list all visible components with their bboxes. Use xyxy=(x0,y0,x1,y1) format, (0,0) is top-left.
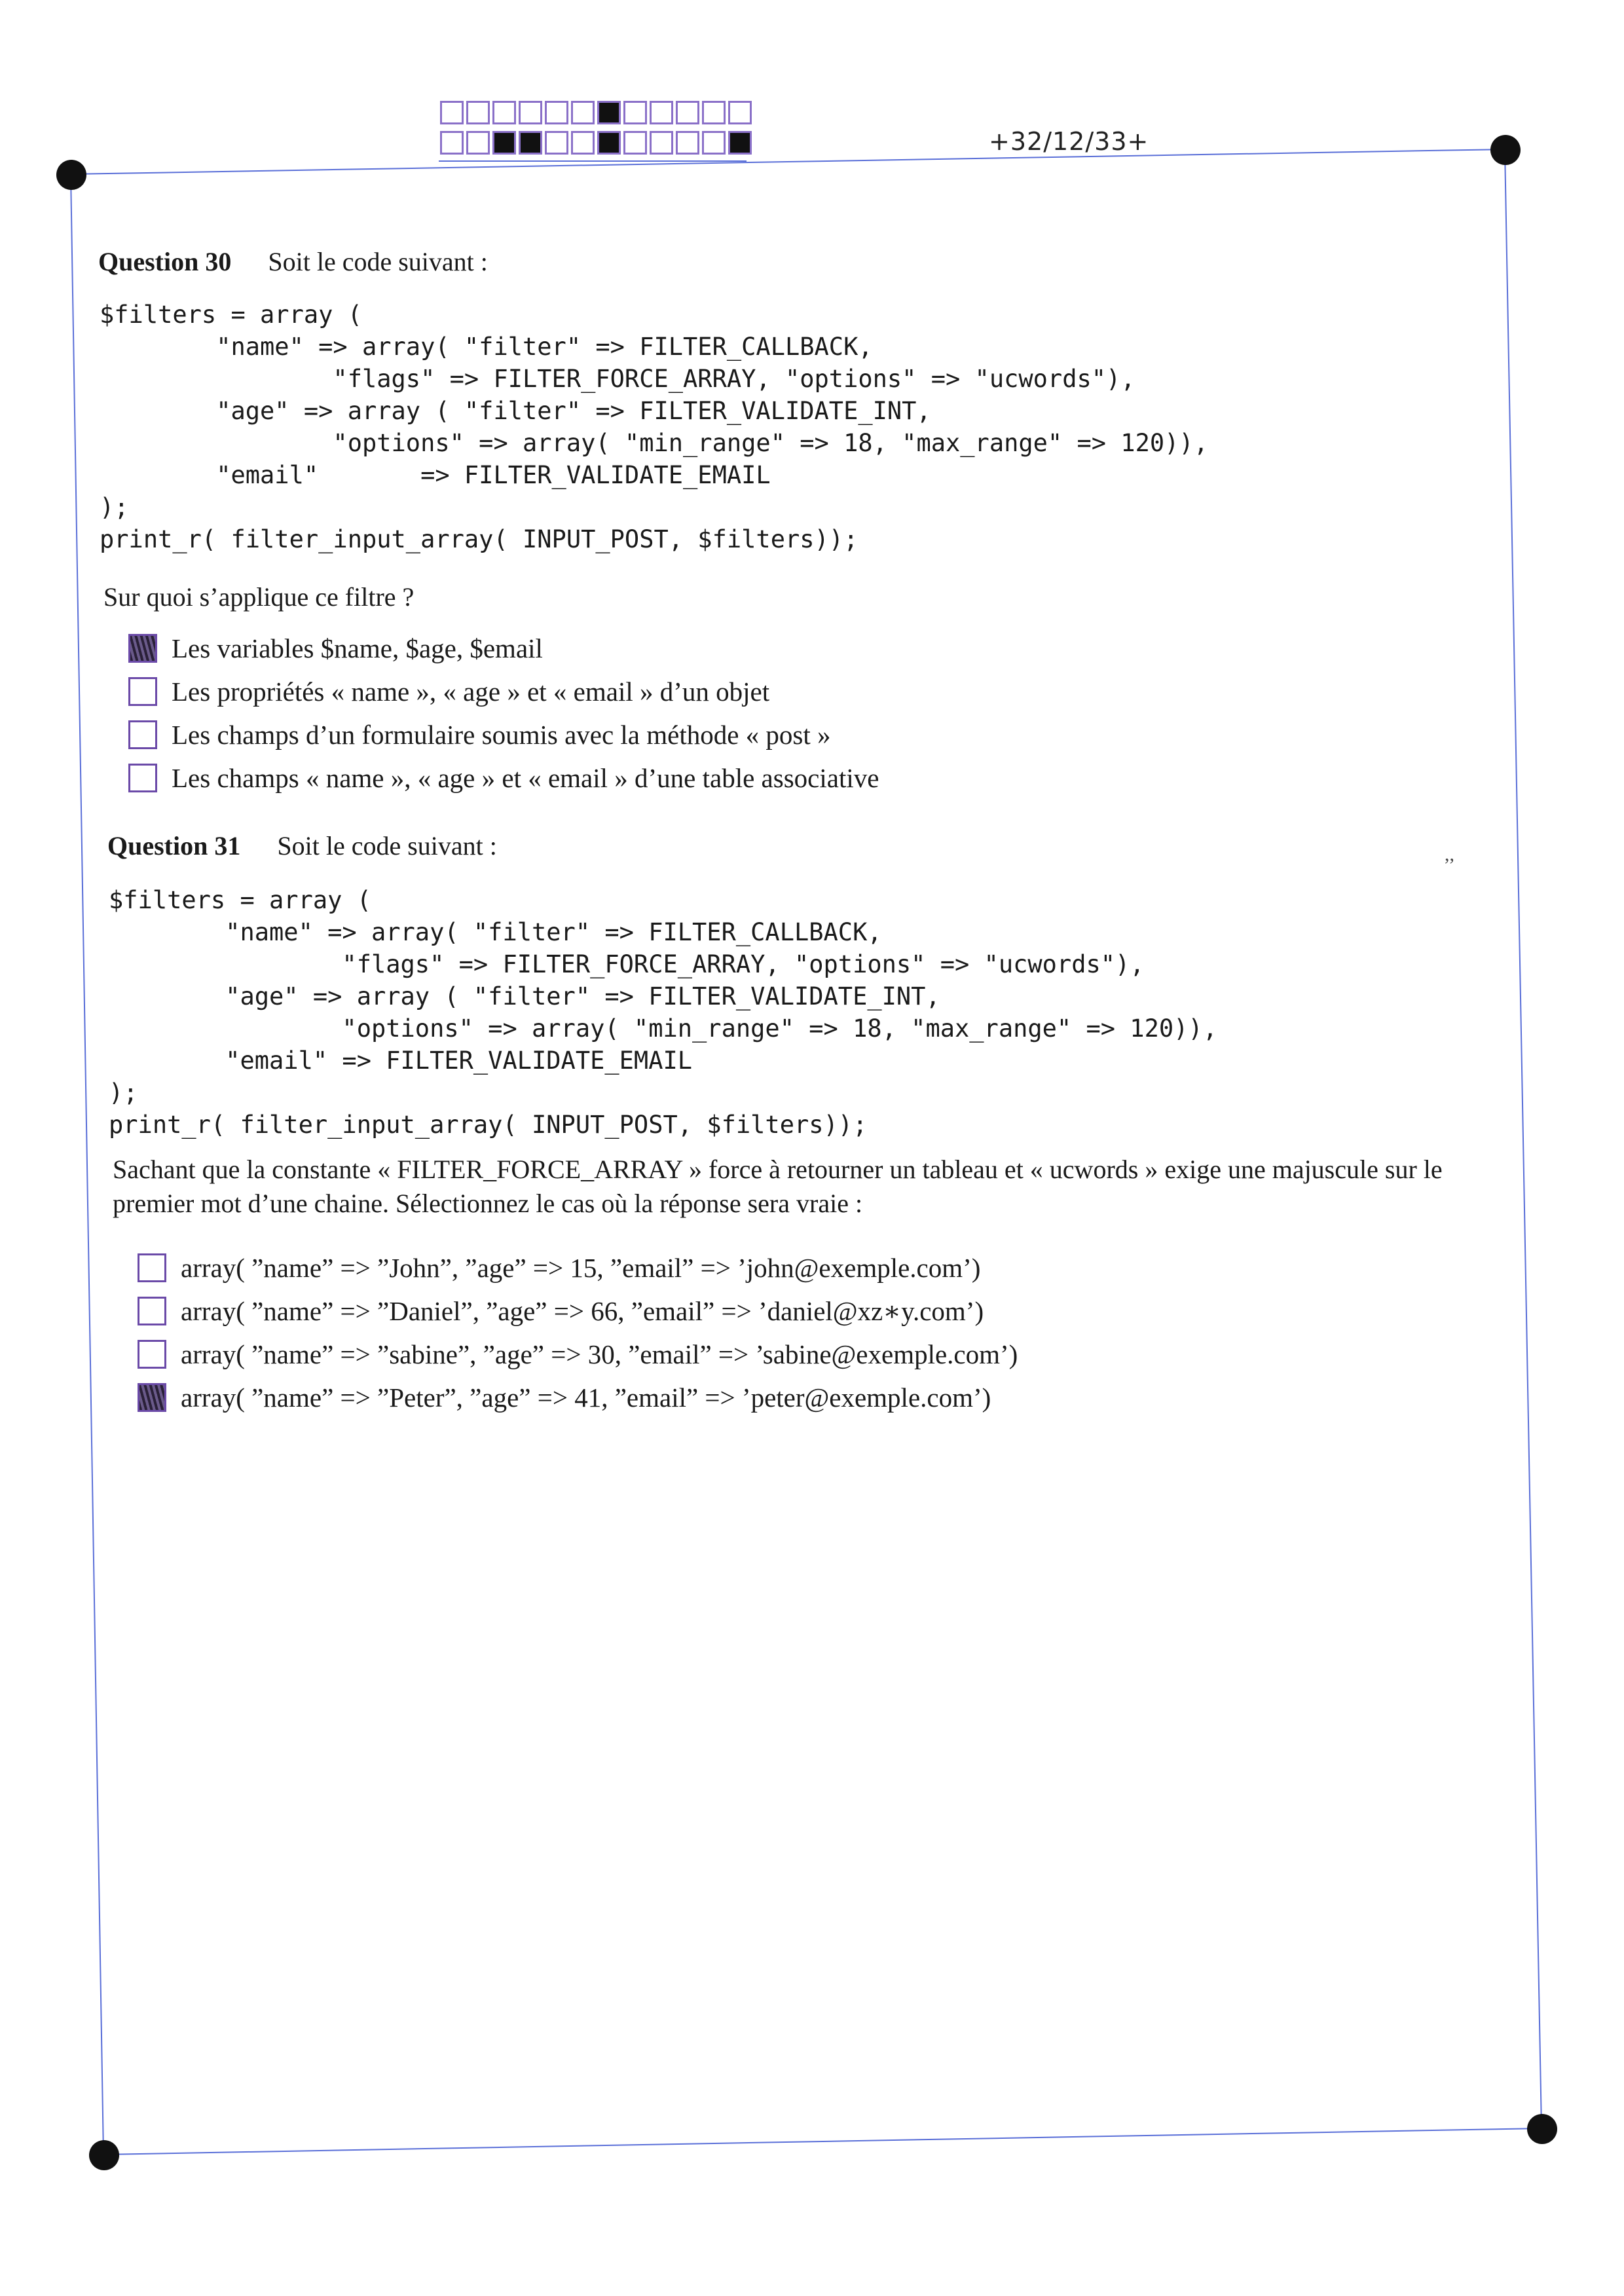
page-id: +32/12/33+ xyxy=(989,127,1149,156)
margin-mark: ,, xyxy=(1445,843,1454,865)
question-intro: Soit le code suivant : xyxy=(277,831,497,861)
id-cell-empty xyxy=(702,131,726,155)
id-cell-filled xyxy=(519,131,542,155)
id-cell-filled xyxy=(597,131,621,155)
question-label: Question 31 xyxy=(107,831,241,861)
corner-mark-top-right xyxy=(1490,135,1521,165)
q31-option-3[interactable] xyxy=(138,1339,1018,1370)
checkbox[interactable] xyxy=(128,677,157,706)
checkbox[interactable] xyxy=(138,1297,166,1325)
question-30-code: $filters = array ( "name" => array( "filter" => FILTER_CALLBACK, "flags" => FILTER_FORCE_ARRAY, "options" => "ucwords"), "age" => array ( "filter" => FILTER_VALIDATE_INT, "options" => array( "min_range" => 18, "max_range" => 120)), "email" => FILTER_VALIDATE_EMAIL ); print_r( filter_input_array( INPUT_POST, $filters)); xyxy=(100,301,1208,553)
id-cell-empty xyxy=(571,131,595,155)
id-code-row-1 xyxy=(440,101,754,124)
id-cell-empty xyxy=(650,101,673,124)
prompt-line-2: premier mot d’une chaine. Sélectionnez le cas où la réponse sera vraie : xyxy=(113,1189,863,1218)
option-text: array( ”name” => ”Daniel”, ”age” => 66, ”email” => ’daniel@xz∗y.com’) xyxy=(181,1296,984,1326)
question-31-code: $filters = array ( "name" => array( "filter" => FILTER_CALLBACK, "flags" => FILTER_FORCE_ARRAY, "options" => "ucwords"), "age" => array ( "filter" => FILTER_VALIDATE_INT, "options" => array( "min_range" => 18, "max_range" => 120)), "email" => FILTER_VALIDATE_EMAIL ); print_r( filter_input_array( INPUT_POST, $filters)); xyxy=(109,886,1217,1139)
id-cell-empty xyxy=(466,131,490,155)
id-cell-empty xyxy=(440,131,464,155)
id-cell-empty xyxy=(545,101,568,124)
q30-option-1[interactable] xyxy=(128,633,543,664)
id-cell-filled xyxy=(728,131,752,155)
corner-mark-top-left xyxy=(56,160,86,190)
option-text: Les champs « name », « age » et « email » d’une table associative xyxy=(172,763,879,793)
option-text: Les variables $name, $age, $email xyxy=(172,633,543,663)
corner-mark-bottom-right xyxy=(1527,2114,1557,2144)
checkbox[interactable] xyxy=(138,1340,166,1369)
option-text: Les propriétés « name », « age » et « email » d’un objet xyxy=(172,676,770,707)
q30-option-4[interactable] xyxy=(128,762,879,794)
id-cell-empty xyxy=(623,131,647,155)
id-cell-filled xyxy=(597,101,621,124)
id-cell-empty xyxy=(676,101,699,124)
id-cell-empty xyxy=(466,101,490,124)
question-31-prompt xyxy=(113,1153,1443,1221)
option-text: array( ”name” => ”Peter”, ”age” => 41, ”email” => ’peter@exemple.com’) xyxy=(181,1382,991,1413)
question-31-header xyxy=(107,830,497,861)
id-cell-empty xyxy=(492,101,516,124)
question-label: Question 30 xyxy=(98,247,232,276)
option-text: array( ”name” => ”sabine”, ”age” => 30, ”email” => ’sabine@exemple.com’) xyxy=(181,1339,1018,1369)
checkbox-checked[interactable] xyxy=(128,634,157,663)
id-cell-empty xyxy=(571,101,595,124)
id-cell-empty xyxy=(519,101,542,124)
q30-option-2[interactable] xyxy=(128,676,769,707)
question-intro: Soit le code suivant : xyxy=(268,247,488,276)
checkbox-checked[interactable] xyxy=(138,1383,166,1412)
question-30-header xyxy=(98,246,488,277)
option-text: array( ”name” => ”John”, ”age” => 15, ”email” => ’john@exemple.com’) xyxy=(181,1253,981,1283)
option-text: Les champs d’un formulaire soumis avec la méthode « post » xyxy=(172,720,831,750)
id-cell-empty xyxy=(440,101,464,124)
id-cell-empty xyxy=(728,101,752,124)
q31-option-2[interactable] xyxy=(138,1295,984,1327)
id-cell-empty xyxy=(702,101,726,124)
id-cell-empty xyxy=(623,101,647,124)
q31-option-1[interactable] xyxy=(138,1252,980,1284)
id-cell-empty xyxy=(650,131,673,155)
checkbox[interactable] xyxy=(128,720,157,749)
id-code-row-2 xyxy=(440,131,754,155)
q31-option-4[interactable] xyxy=(138,1382,991,1413)
q30-option-3[interactable] xyxy=(128,719,831,750)
checkbox[interactable] xyxy=(138,1253,166,1282)
corner-mark-bottom-left xyxy=(89,2140,119,2170)
question-30-prompt: Sur quoi s’applique ce filtre ? xyxy=(103,582,415,612)
checkbox[interactable] xyxy=(128,764,157,792)
id-cell-empty xyxy=(545,131,568,155)
id-cell-filled xyxy=(492,131,516,155)
id-cell-empty xyxy=(676,131,699,155)
prompt-line-1: Sachant que la constante « FILTER_FORCE_ARRAY » force à retourner un tableau et « ucwords » exige une majuscule sur le xyxy=(113,1155,1443,1184)
